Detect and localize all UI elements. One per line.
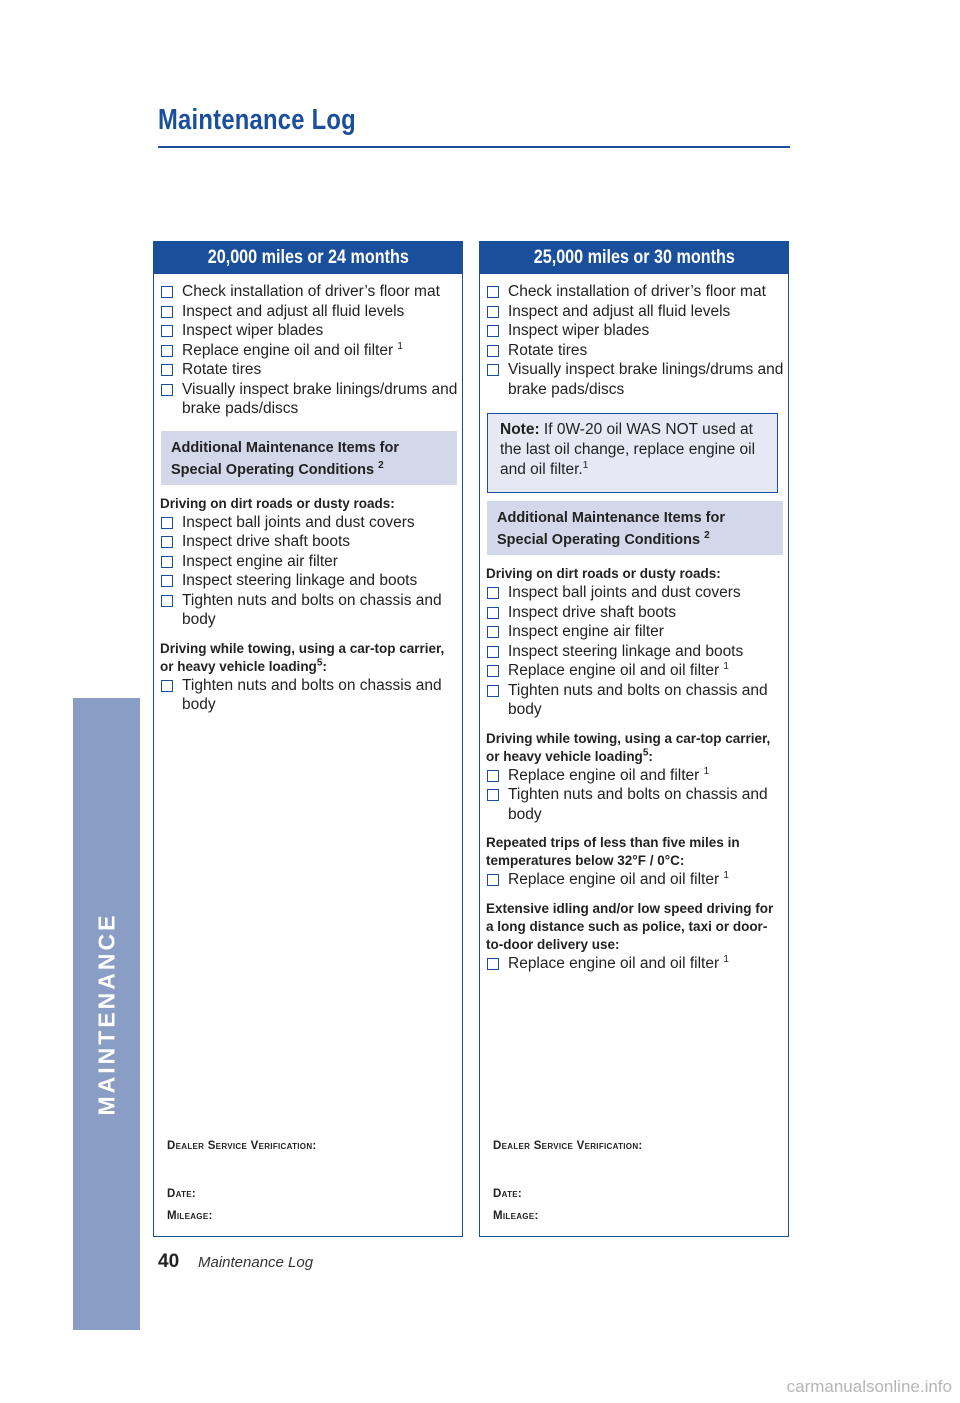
item-label: Replace engine oil and oil filter [182, 341, 394, 359]
checklist-item[interactable]: Tighten nuts and bolts on chassis and body [486, 681, 784, 720]
checklist-item[interactable]: Inspect engine air filter [160, 552, 458, 572]
footnote-ref: 1 [723, 953, 729, 965]
dealer-verification-label: Dealer Service Verification: [167, 1140, 317, 1152]
side-tab-label: MAINTENANCE [93, 912, 119, 1116]
footnote-ref: 5 [316, 657, 323, 668]
column-header-label: 25,000 miles or 30 months [533, 247, 735, 268]
additional-items-box [487, 501, 783, 555]
checklist-item[interactable] [486, 954, 784, 974]
page-number: 40 [158, 1251, 180, 1272]
watermark-text: carmanualsonline.info [786, 1377, 952, 1396]
checklist-item[interactable]: Inspect engine air filter [486, 622, 784, 642]
item-label: Replace engine oil and oil filter [508, 662, 720, 679]
additional-items-box [161, 431, 457, 485]
checklist-item[interactable]: Rotate tires [160, 360, 458, 380]
item-label: Replace engine oil and oil filter [508, 954, 720, 972]
footnote-ref: 5 [642, 747, 649, 758]
footnote-ref: 2 [704, 530, 710, 542]
checklist-item[interactable] [486, 870, 784, 890]
checklist-item[interactable]: Check installation of driver’s floor mat [160, 282, 458, 302]
additional-items-label: Additional Maintenance Items for Special Operating Conditions [171, 439, 399, 478]
checklist-item[interactable]: Inspect wiper blades [486, 321, 784, 341]
checklist-item[interactable]: Inspect wiper blades [160, 321, 458, 341]
checklist-item[interactable]: Inspect drive shaft boots [160, 532, 458, 552]
additional-items-label: Additional Maintenance Items for Special Operating Conditions [497, 510, 725, 548]
footnote-ref: 1 [703, 765, 710, 777]
date-label: Date: [493, 1188, 523, 1200]
section-heading [486, 730, 784, 766]
section-heading: Driving on dirt roads or dusty roads: [160, 495, 395, 511]
mileage-label: Mileage: [167, 1210, 213, 1222]
checklist-item[interactable]: Tighten nuts and bolts on chassis and body [486, 785, 784, 824]
heading-colon: : [322, 658, 327, 674]
item-label: Replace engine oil and oil filter [508, 871, 720, 888]
footnote-ref: 1 [723, 869, 729, 881]
footer-label: Maintenance Log [198, 1254, 314, 1271]
checklist-item[interactable]: Inspect ball joints and dust covers [160, 513, 458, 533]
maintenance-column-25000 [479, 241, 789, 1237]
checklist-item[interactable]: Inspect and adjust all fluid levels [160, 302, 458, 322]
checklist-item[interactable]: Inspect steering linkage and boots [486, 642, 784, 662]
section-heading [160, 640, 458, 676]
heading-colon: : [648, 748, 653, 764]
section-heading: Extensive idling and/or low speed driving for a long distance such as police, taxi or door-to-door delivery use: [486, 900, 774, 952]
section-heading-text: Driving while towing, using a car-top carrier, or heavy vehicle loading [160, 640, 445, 674]
checklist-item[interactable]: Check installation of driver’s floor mat [486, 282, 784, 302]
checklist-item[interactable]: Tighten nuts and bolts on chassis and body [160, 676, 458, 715]
checklist-item[interactable]: Tighten nuts and bolts on chassis and body [160, 591, 458, 630]
section-side-tab [73, 698, 140, 1330]
footnote-ref: 1 [397, 340, 403, 352]
title-divider [158, 146, 790, 148]
section-heading: Repeated trips of less than five miles in temperatures below 32°F / 0°C: [486, 835, 740, 868]
column-header-label: 20,000 miles or 24 months [207, 247, 409, 268]
checklist-item[interactable]: Rotate tires [486, 341, 784, 361]
section-heading: Driving on dirt roads or dusty roads: [486, 566, 721, 581]
footnote-ref: 2 [378, 459, 384, 471]
item-label: Replace engine oil and filter [508, 766, 700, 784]
checklist-item[interactable]: Inspect steering linkage and boots [160, 571, 458, 591]
note-label: Note: [500, 421, 540, 438]
checklist-item[interactable]: Visually inspect brake linings/drums and brake pads/discs [486, 360, 784, 399]
footnote-ref: 1 [582, 459, 589, 471]
checklist-item[interactable] [160, 341, 458, 361]
section-heading-text: Driving while towing, using a car-top carrier, or heavy vehicle loading [486, 730, 771, 764]
column-header [480, 242, 788, 274]
column-header [154, 242, 462, 274]
maintenance-column-20000 [153, 241, 463, 1237]
mileage-label: Mileage: [493, 1210, 539, 1222]
checklist-item[interactable]: Inspect and adjust all fluid levels [486, 302, 784, 322]
note-text: If 0W-20 oil WAS NOT used at the last oil change, replace engine oil and oil filter. [500, 421, 756, 478]
checklist-item[interactable]: Inspect ball joints and dust covers [486, 583, 784, 603]
checklist-item[interactable]: Visually inspect brake linings/drums and brake pads/discs [160, 380, 458, 419]
date-label: Date: [167, 1188, 197, 1200]
checklist-item[interactable] [486, 766, 784, 786]
oil-note-box [487, 413, 778, 493]
page-title: Maintenance Log [158, 104, 356, 136]
checklist-item[interactable]: Inspect drive shaft boots [486, 603, 784, 623]
footnote-ref: 1 [723, 660, 729, 672]
checklist-item[interactable] [486, 661, 784, 681]
dealer-verification-label: Dealer Service Verification: [493, 1140, 643, 1152]
